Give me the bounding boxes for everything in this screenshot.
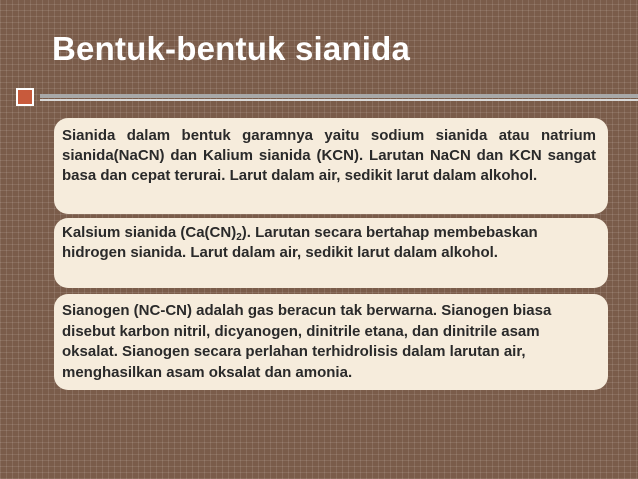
- title-accent-square: [16, 88, 34, 106]
- sianogen-text: Sianogen (NC-CN) adalah gas beracun tak berwarna. Sianogen biasa disebut karbon nitril, dicyanogen, dinitrile etana, dan dinitrile asam oksalat. Sianogen secara perlahan terhidrolisis dalam larutan air, menghasilkan asam oksalat dan amonia.: [62, 302, 552, 381]
- kalsium-sianida-box: [54, 218, 608, 288]
- sianida-garam-text: Sianida dalam bentuk garamnya yaitu sodium sianida atau natrium sianida(NaCN) dan Kalium sianida (KCN). Larutan NaCN dan KCN sangat basa dan cepat terurai. Larut dalam air, sedikit larut dalam alkohol.: [62, 127, 596, 184]
- kalsium-text-prefix: Kalsium sianida (Ca(CN): [62, 224, 237, 241]
- slide-title: Bentuk-bentuk sianida: [52, 30, 411, 67]
- kalsium-text-suffix: ). Larutan secara bertahap membebaskan hidrogen sianida. Larut dalam air, sedikit larut dalam alkohol.: [62, 224, 538, 261]
- sianida-garam-box: [54, 118, 608, 214]
- title-divider-line: [40, 94, 638, 98]
- title-divider-underline: [40, 99, 638, 101]
- sianogen-box: [54, 294, 608, 390]
- kalsium-subscript: 2: [236, 232, 242, 243]
